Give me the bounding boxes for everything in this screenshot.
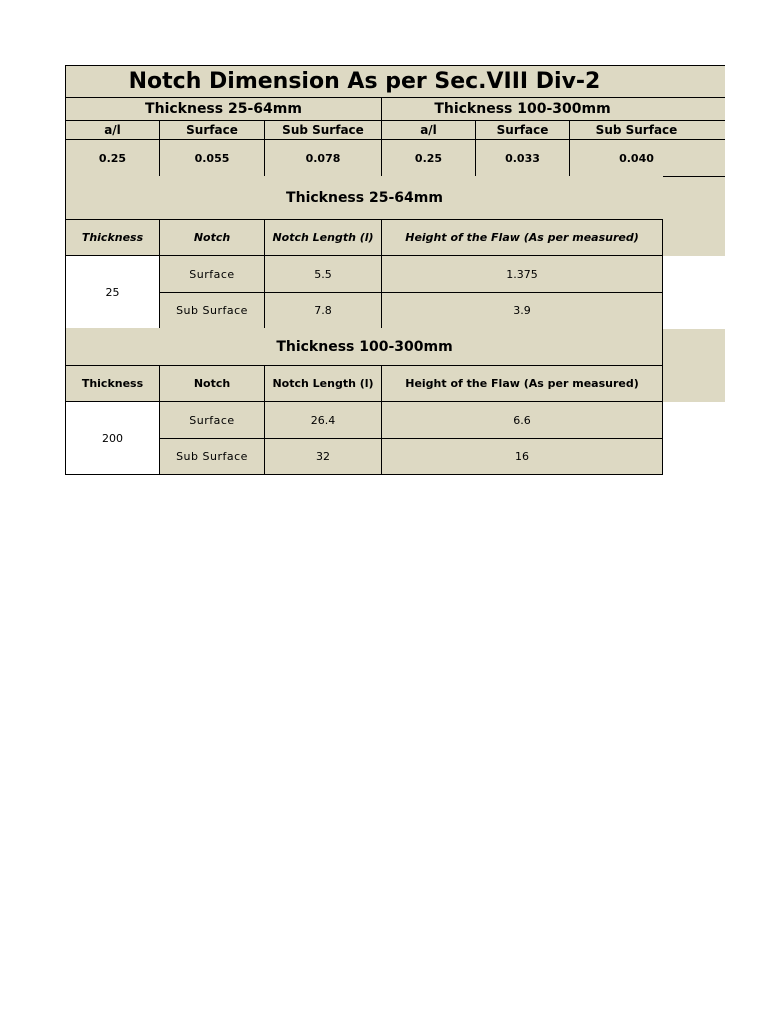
section1-row1-height: 1.375 bbox=[381, 255, 663, 293]
sheet-top-border bbox=[65, 65, 663, 66]
section1-thickness-value: 25 bbox=[65, 255, 160, 329]
sheet-title: Notch Dimension As per Sec.VIII Div-2 bbox=[65, 65, 725, 98]
ratio-header-surface-1: Surface bbox=[159, 120, 265, 140]
section2-row2-notch: Sub Surface bbox=[159, 438, 265, 475]
ratio-header-subsurface-2: Sub Surface bbox=[569, 120, 725, 140]
sheet-right-border bbox=[662, 219, 663, 475]
section1-title: Thickness 25-64mm bbox=[65, 176, 663, 220]
section2-row1-length: 26.4 bbox=[264, 401, 382, 439]
ratio-value-al-2: 0.25 bbox=[381, 139, 476, 177]
section2-row1-notch: Surface bbox=[159, 401, 265, 439]
ratio-value-surface-2: 0.033 bbox=[475, 139, 570, 177]
ratio-header-surface-2: Surface bbox=[475, 120, 570, 140]
notch-dimension-sheet bbox=[65, 65, 678, 475]
section2-title: Thickness 100-300mm bbox=[65, 328, 663, 366]
section1-row1-notch: Surface bbox=[159, 255, 265, 293]
group-header-100-300: Thickness 100-300mm bbox=[381, 97, 725, 121]
section1-header-thickness: Thickness bbox=[65, 219, 160, 256]
section1-row2-length: 7.8 bbox=[264, 292, 382, 329]
ratio-value-subsurface-1: 0.078 bbox=[264, 139, 382, 177]
section2-header-notch: Notch bbox=[159, 365, 265, 402]
section2-thickness-value: 200 bbox=[65, 401, 160, 475]
section1-header-flaw-height: Height of the Flaw (As per measured) bbox=[381, 219, 663, 256]
ratio-header-al-1: a/l bbox=[65, 120, 160, 140]
ratio-header-subsurface-1: Sub Surface bbox=[264, 120, 382, 140]
section2-row2-height: 16 bbox=[381, 438, 663, 475]
section2-header-flaw-height: Height of the Flaw (As per measured) bbox=[381, 365, 663, 402]
section1-row2-notch: Sub Surface bbox=[159, 292, 265, 329]
group-header-25-64: Thickness 25-64mm bbox=[65, 97, 382, 121]
section2-row2-length: 32 bbox=[264, 438, 382, 475]
section2-header-thickness: Thickness bbox=[65, 365, 160, 402]
section1-row2-height: 3.9 bbox=[381, 292, 663, 329]
ratio-value-al-1: 0.25 bbox=[65, 139, 160, 177]
section1-header-notch: Notch bbox=[159, 219, 265, 256]
section1-header-notch-length: Notch Length (l) bbox=[264, 219, 382, 256]
section2-header-notch-length: Notch Length (l) bbox=[264, 365, 382, 402]
section2-row1-height: 6.6 bbox=[381, 401, 663, 439]
ratio-value-subsurface-2: 0.040 bbox=[569, 139, 725, 177]
section1-row1-length: 5.5 bbox=[264, 255, 382, 293]
ratio-header-al-2: a/l bbox=[381, 120, 476, 140]
ratio-value-surface-1: 0.055 bbox=[159, 139, 265, 177]
